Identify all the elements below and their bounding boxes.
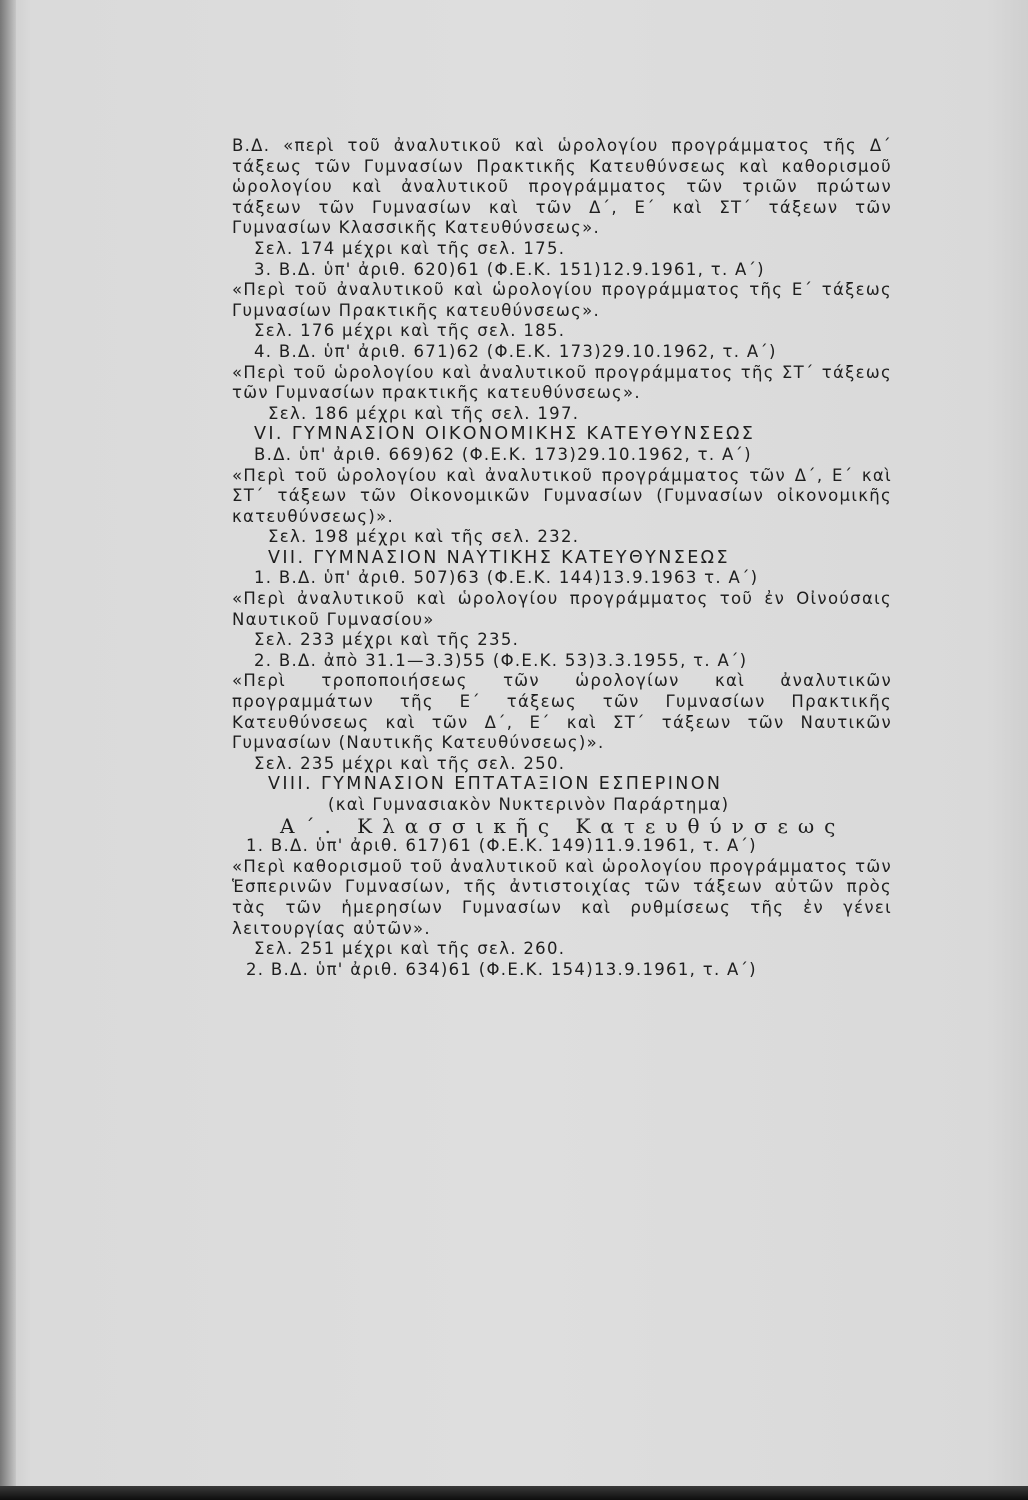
- section-viii-heading: VIII. ΓΥΜΝΑΣΙΟΝ ΕΠΤΑΤΑΞΙΟΝ ΕΣΠΕΡΙΝΟΝ: [268, 774, 723, 795]
- section-viii-entry-2-reference: 2. Β.Δ. ὑπ' ἀριθ. 634)61 (Φ.Ε.Κ. 154)13.9.1961, τ. Α΄): [246, 959, 757, 979]
- entry-3-reference: 3. Β.Δ. ὑπ' ἀριθ. 620)61 (Φ.Ε.Κ. 151)12.9.1961, τ. Α΄): [254, 259, 765, 279]
- entry-4-reference: 4. Β.Δ. ὑπ' ἀριθ. 671)62 (Φ.Ε.Κ. 173)29.10.1962, τ. Α΄): [254, 341, 777, 361]
- entry-4-title: «Περὶ τοῦ ὡρολογίου καὶ ἀναλυτικοῦ προγράμματος τῆς ΣΤ΄ τάξεως τῶν Γυμνασίων πρακτικῆς κατευθύνσεως».: [232, 362, 892, 403]
- entry-3-pages: Σελ. 176 μέχρι καὶ τῆς σελ. 185.: [254, 321, 566, 341]
- page-bottom-edge: [0, 1486, 1028, 1500]
- section-vi-pages: Σελ. 198 μέχρι καὶ τῆς σελ. 232.: [268, 527, 580, 547]
- section-viii-subheading: (καὶ Γυμνασιακὸν Νυκτερινὸν Παράρτημα): [328, 795, 730, 814]
- section-vi-reference: Β.Δ. ὑπ' ἀριθ. 669)62 (Φ.Ε.Κ. 173)29.10.1962, τ. Α΄): [254, 444, 752, 464]
- section-vi-title: «Περὶ τοῦ ὡρολογίου καὶ ἀναλυτικοῦ προγράμματος τῶν Δ΄, Ε΄ καὶ ΣΤ΄ τάξεων τῶν Οἰκονομικῶν Γυμνασίων (Γυμνασίων οἰκονομικῆς κατευθύνσεως)».: [232, 465, 892, 526]
- entry-3-title: «Περὶ τοῦ ἀναλυτικοῦ καὶ ὡρολογίου προγράμματος τῆς Ε΄ τάξεως Γυμνασίων Πρακτικῆς κατευθύνσεως».: [232, 280, 892, 320]
- page-left-shadow: [0, 0, 16, 1486]
- section-vii-entry-1-title: «Περὶ ἀναλυτικοῦ καὶ ὡρολογίου προγράμματος τοῦ ἐν Οἰνούσαις Ναυτικοῦ Γυμνασίου»: [232, 589, 892, 629]
- intro-decree-pages: Σελ. 174 μέχρι καὶ τῆς σελ. 175.: [254, 238, 566, 258]
- intro-decree-title: Β.Δ. «περὶ τοῦ ἀναλυτικοῦ καὶ ὡρολογίου προγράμματος τῆς Δ΄ τάξεως τῶν Γυμνασίων Πρακτικῆς Κατευθύνσεως καὶ καθορισμοῦ ὡρολογίου καὶ ἀναλυτικοῦ προγράμματος τῶν τριῶν πρώτων τάξεων τῶν Γυμνασίων καὶ τῶν Δ΄, Ε΄ καὶ ΣΤ΄ τάξεων τῶν Γυμνασίων Κλασσικῆς Κατευθύνσεως».: [232, 136, 892, 238]
- section-vii-entry-1-reference: 1. Β.Δ. ὑπ' ἀριθ. 507)63 (Φ.Ε.Κ. 144)13.9.1963 τ. Α΄): [254, 568, 759, 588]
- section-viii-entry-1-pages: Σελ. 251 μέχρι καὶ τῆς σελ. 260.: [254, 939, 566, 959]
- section-vii-heading: VII. ΓΥΜΝΑΣΙΟΝ ΝΑΥΤΙΚΗΣ ΚΑΤΕΥΘΥΝΣΕΩΣ: [268, 547, 730, 568]
- entry-4-pages: Σελ. 186 μέχρι καὶ τῆς σελ. 197.: [268, 403, 580, 423]
- section-vii-entry-2-pages: Σελ. 235 μέχρι καὶ τῆς σελ. 250.: [254, 753, 566, 773]
- section-viii-entry-1-reference: 1. Β.Δ. ὑπ' ἀριθ. 617)61 (Φ.Ε.Κ. 149)11.9.1961, τ. Α΄): [246, 836, 757, 856]
- section-vii-entry-1-pages: Σελ. 233 μέχρι καὶ τῆς 235.: [254, 630, 520, 650]
- section-vii-entry-2-reference: 2. Β.Δ. ἀπὸ 31.1—3.3)55 (Φ.Ε.Κ. 53)3.3.1955, τ. Α΄): [254, 650, 748, 670]
- section-vii-entry-2-title: «Περὶ τροποποιήσεως τῶν ὡρολογίων καὶ ἀναλυτικῶν προγραμμάτων τῆς Ε΄ τάξεως τῶν Γυμνασίων Πρακτικῆς Κατευθύνσεως καὶ τῶν Δ΄, Ε΄ καὶ ΣΤ΄ τάξεων τῶν Ναυτικῶν Γυμνασίων (Ναυτικῆς Κατευθύνσεως)».: [232, 671, 892, 753]
- section-viii-entry-1-title: «Περὶ καθορισμοῦ τοῦ ἀναλυτικοῦ καὶ ὡρολογίου προγράμματος τῶν Ἑσπερινῶν Γυμνασίων, τῆς ἀντιστοιχίας τῶν τάξεων αὐτῶν πρὸς τὰς τῶν ἡμερησίων Γυμνασίων καὶ ρυθμίσεως τῆς ἐν γένει λειτουργίας αὐτῶν».: [232, 856, 892, 938]
- section-viii-subsection: Α΄. Κλασσικῆς Κατευθύνσεως: [280, 813, 846, 838]
- section-vi-heading: VI. ΓΥΜΝΑΣΙΟΝ ΟΙΚΟΝΟΜΙΚΗΣ ΚΑΤΕΥΘΥΝΣΕΩΣ: [254, 424, 756, 445]
- page-text: [232, 136, 892, 980]
